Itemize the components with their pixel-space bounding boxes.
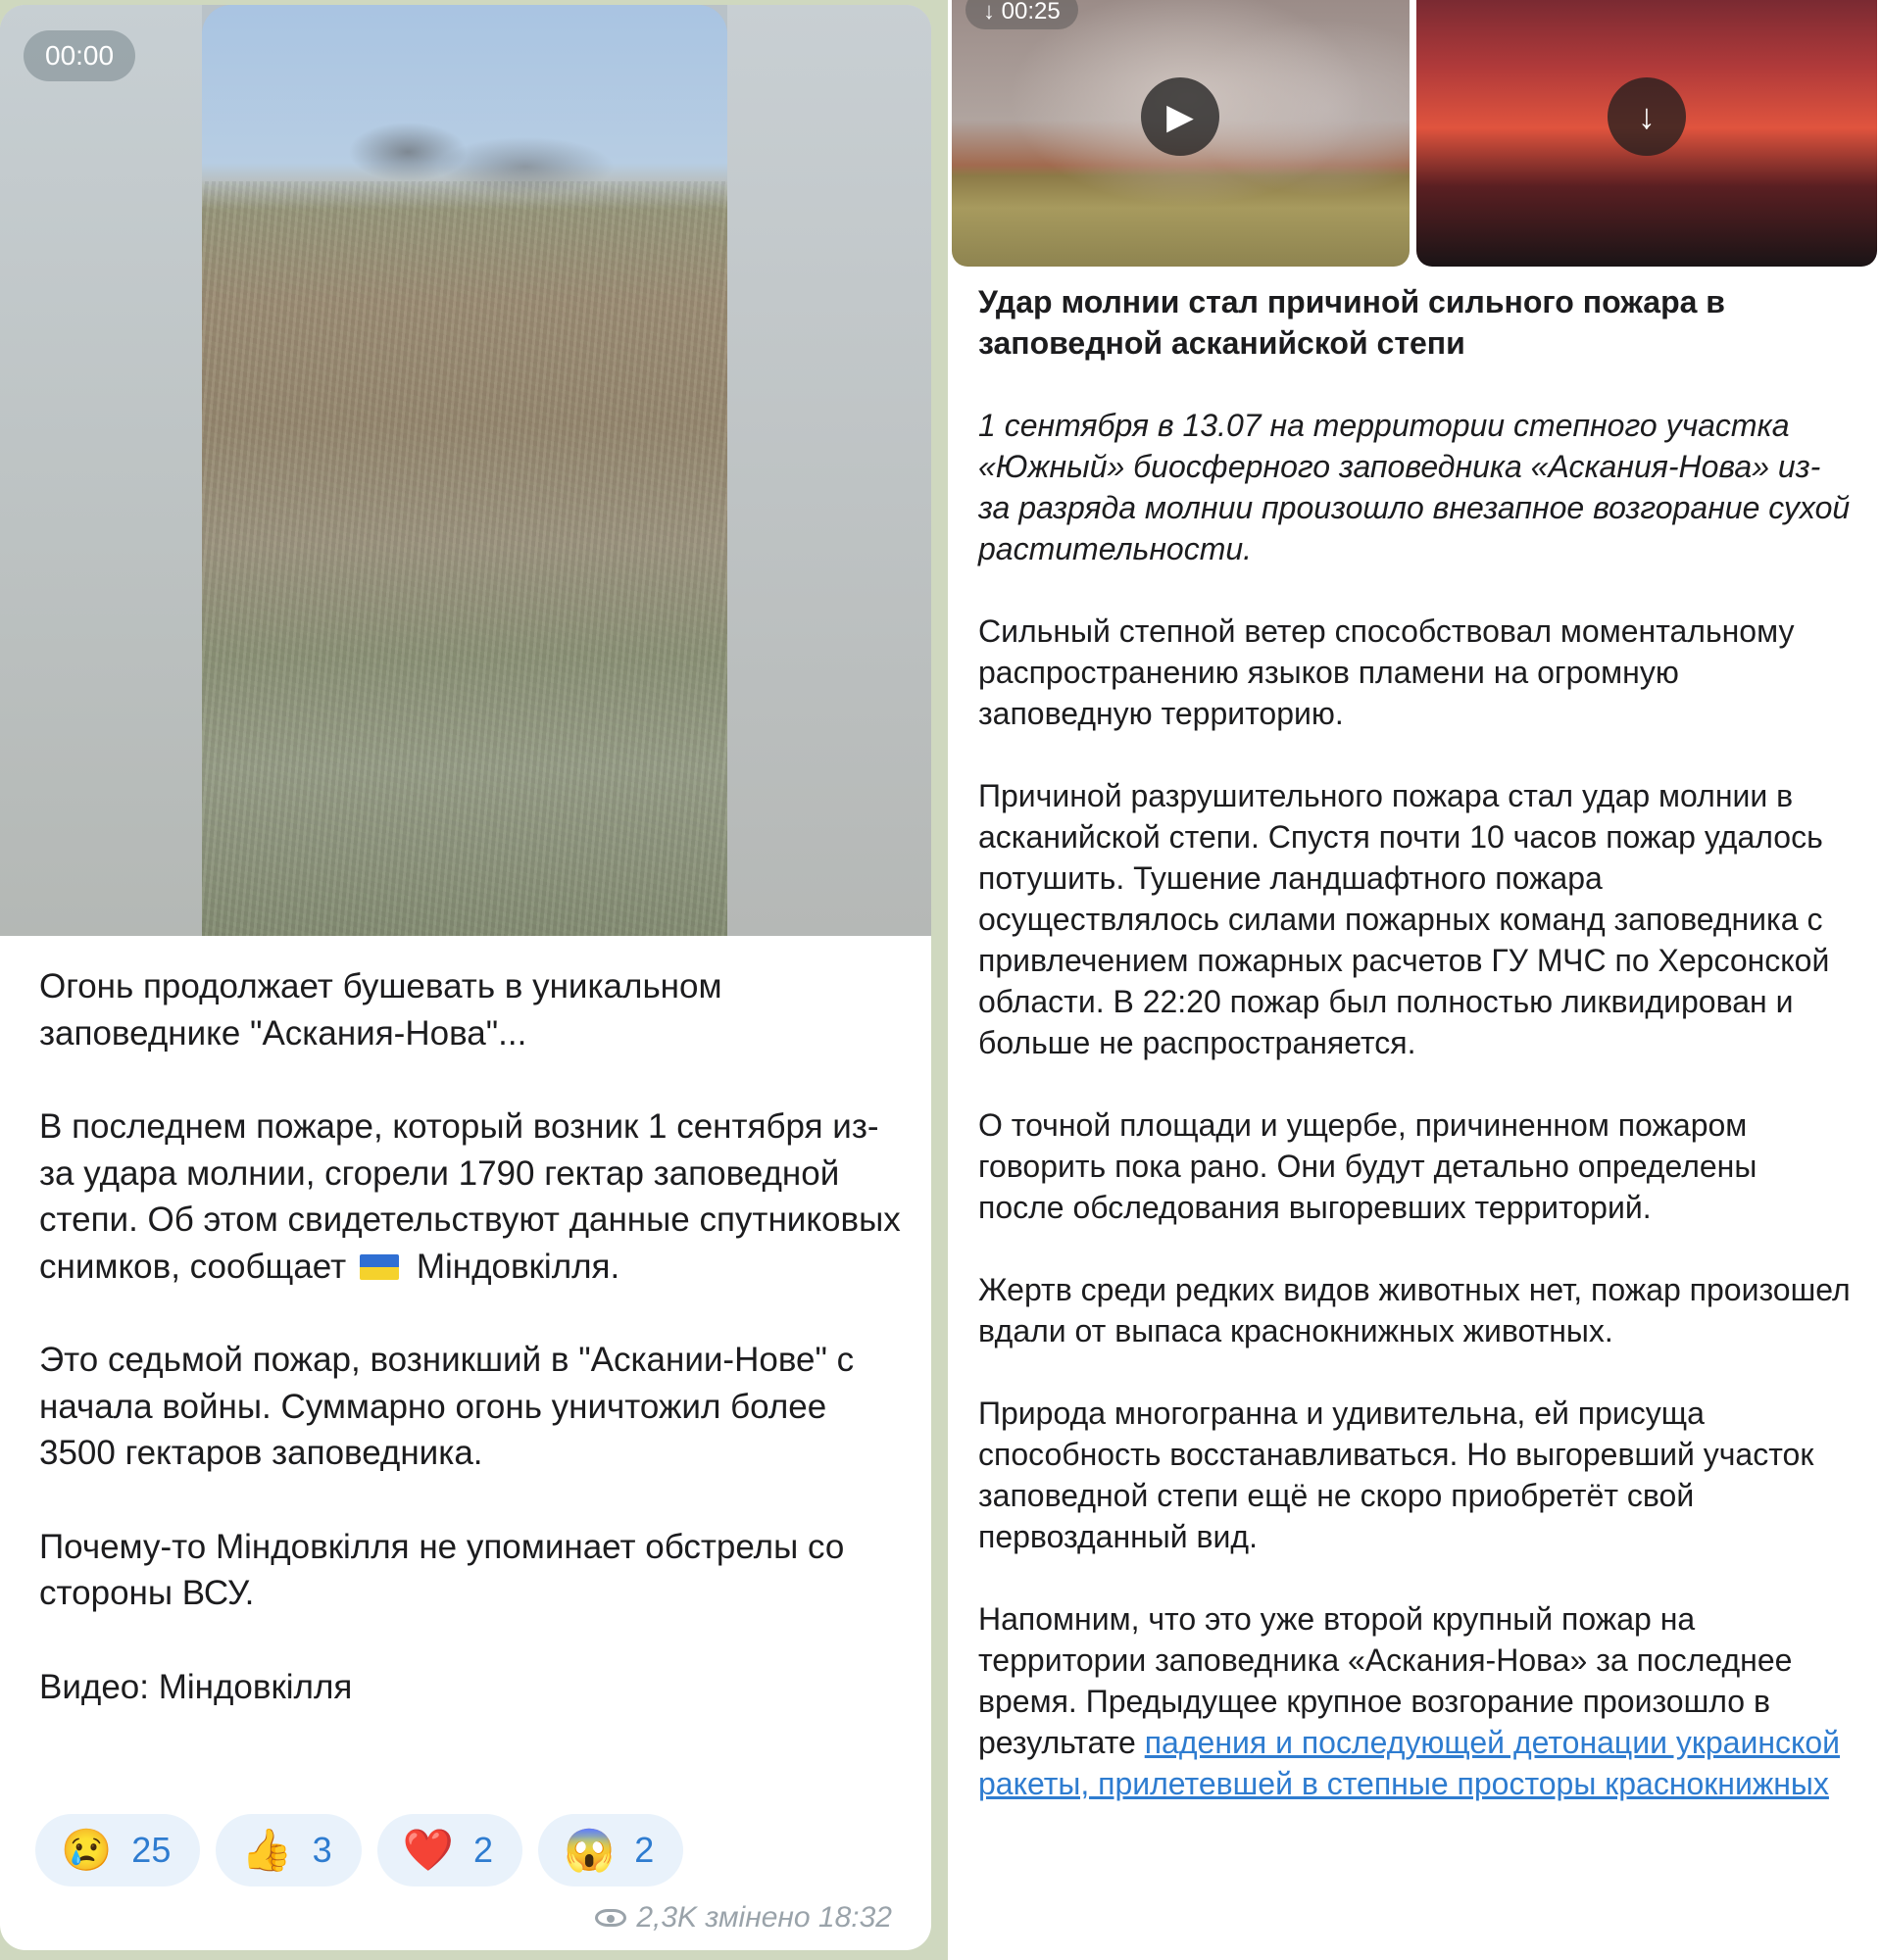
reaction-scream[interactable] xyxy=(538,1814,683,1886)
post-paragraph: Это седьмой пожар, возникший в "Аскании-Нове" с начала войны. Суммарно огонь уничтожил более 3500 гектаров заповедника. xyxy=(39,1341,855,1472)
article-lead: 1 сентября в 13.07 на территории степного участка «Южный» биосферного заповедника «Аскания-Нова» из-за разряда молнии произошло внезапное возгорание сухой растительности. xyxy=(978,408,1851,566)
heart-icon: ❤️ xyxy=(402,1826,454,1873)
article-link[interactable]: падения и последующей детонации украинской ракеты, прилетевшей в степные просторы краснокнижных xyxy=(978,1725,1841,1801)
message-meta xyxy=(595,1901,892,1935)
left-video-player[interactable] xyxy=(0,5,931,936)
post-paragraph: В последнем пожаре, который возник 1 сентября из-за удара молнии, сгорели 1790 гектар заповедной степи. Об этом свидетельствуют данные спутниковых снимков, сообщает Міндовкілля. xyxy=(39,1107,901,1286)
reactions-bar xyxy=(35,1814,683,1886)
post-paragraph: Почему-то Міндовкілля не упоминает обстрелы со стороны ВСУ. xyxy=(39,1527,845,1612)
article-paragraph: Напомним, что это уже второй крупный пожар на территории заповедника «Аскания-Нова» за последнее время. Предыдущее крупное возгорание произошло в результате падения и последующей детонации украинской ракеты, прилетевшей в степные просторы краснокнижных xyxy=(978,1601,1841,1801)
download-arrow-icon: ↓ xyxy=(983,0,1002,24)
thumbs-up-icon: 👍 xyxy=(241,1826,293,1873)
post-paragraph: Огонь продолжает бушевать в уникальном заповеднике "Аскания-Нова"... xyxy=(39,967,722,1053)
article-paragraph: Сильный степной ветер способствовал моментальному распространению языков пламени на огромную заповедную территорию. xyxy=(978,613,1795,731)
video-blur-right xyxy=(727,5,931,936)
post-paragraph: Видео: Міндовкілля xyxy=(39,1667,353,1706)
reaction-heart[interactable] xyxy=(377,1814,522,1886)
article-paragraph: Причиной разрушительного пожара стал удар молнии в асканийской степи. Спустя почти 10 часов пожар удалось потушить. Тушение ландшафтного пожара осуществлялось силами пожарных команд заповедника с привлечением пожарных расчетов ГУ МЧС по Херсонской области. В 22:20 пожар был полностью ликвидирован и больше не распространяется. xyxy=(978,778,1830,1060)
video-timer: 00:00 xyxy=(24,30,135,81)
left-post-text xyxy=(39,963,902,1757)
play-icon[interactable]: ▶ xyxy=(1141,77,1219,156)
article-paragraph: Жертв среди редких видов животных нет, пожар произошел вдали от выпаса краснокнижных животных. xyxy=(978,1272,1851,1348)
right-post-article xyxy=(978,281,1851,1845)
right-message-card xyxy=(948,0,1881,1960)
video-frame-steppe xyxy=(202,5,727,936)
reaction-count: 3 xyxy=(312,1830,332,1870)
reaction-crying[interactable] xyxy=(35,1814,200,1886)
reaction-count: 2 xyxy=(634,1830,655,1870)
article-paragraph: О точной площади и ущербе, причиненном пожаром говорить пока рано. Они будут детально определены после обследования выгоревших территорий. xyxy=(978,1107,1757,1225)
reaction-thumbs-up[interactable] xyxy=(216,1814,361,1886)
reaction-count: 2 xyxy=(472,1830,493,1870)
video-blur-left xyxy=(0,5,202,936)
article-title: Удар молнии стал причиной сильного пожара в заповедной асканийской степи xyxy=(978,284,1725,361)
grass-texture xyxy=(202,181,727,936)
crying-face-icon: 😢 xyxy=(61,1826,113,1873)
video-duration-pill: ↓ 00:25 xyxy=(965,0,1078,29)
image-thumbnail-red-sky[interactable] xyxy=(1416,0,1877,267)
screaming-face-icon: 😱 xyxy=(564,1826,616,1873)
download-icon[interactable]: ↓ xyxy=(1608,77,1686,156)
article-paragraph: Природа многогранна и удивительна, ей присуща способность восстанавливаться. Но выгоревший участок заповедной степи ещё не скоро приобретёт свой первозданный вид. xyxy=(978,1396,1814,1554)
video-thumbnail-fire-smoke[interactable] xyxy=(952,0,1410,267)
views-and-edited-time: 2,3K змінено 18:32 xyxy=(636,1901,892,1934)
views-eye-icon xyxy=(595,1909,626,1927)
left-message-card xyxy=(0,5,931,1950)
ukraine-flag-icon xyxy=(360,1254,399,1280)
reaction-count: 25 xyxy=(131,1830,172,1870)
